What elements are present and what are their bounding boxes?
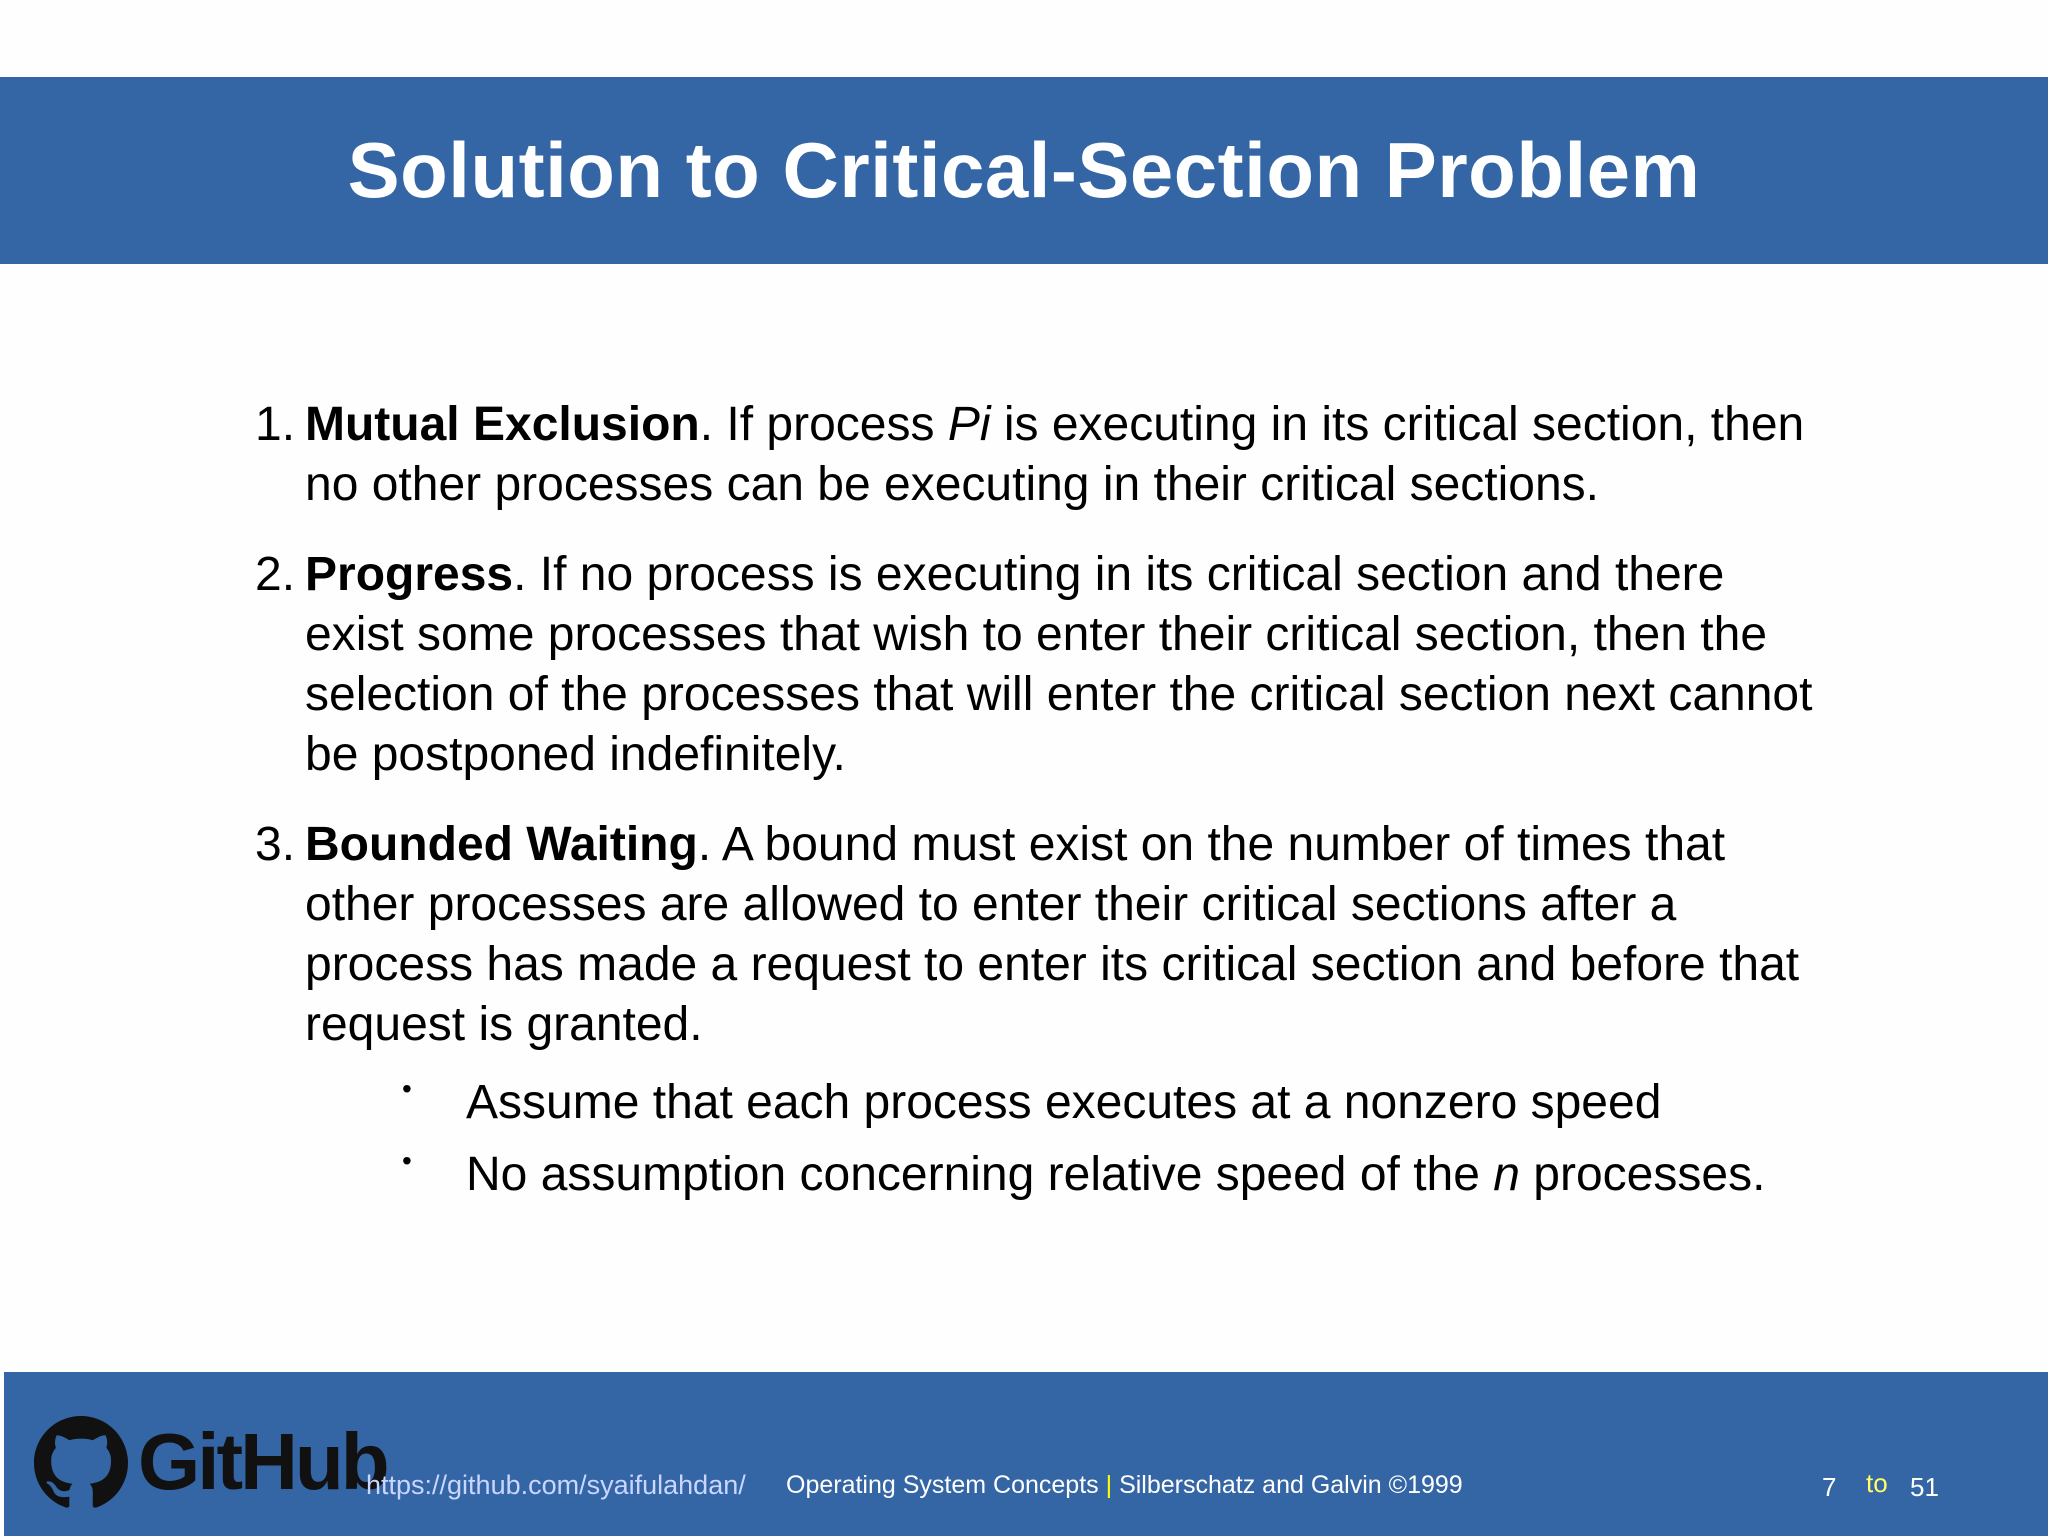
footer-credits (786, 1468, 1463, 1502)
item-emphasis: Pi (947, 398, 991, 451)
sub-item-relative-speed (305, 1139, 1815, 1211)
sub-item-text: No assumption concerning relative speed of the (466, 1148, 1494, 1201)
page-to: to (1866, 1468, 1888, 1498)
sub-item-nonzero-speed (305, 1067, 1815, 1139)
sub-item-text: Assume that each process executes at a nonzero speed (466, 1076, 1662, 1129)
item-number: 1. (255, 398, 296, 451)
list-item-progress (255, 545, 1815, 785)
footer-bar (4, 1372, 2048, 1536)
item-text: . A bound must exist on the number of times that other processes are allowed to enter their critical sections after a process has made a request to enter its critical section and before that request is granted. (305, 818, 1800, 1051)
list-item-mutual-exclusion (255, 395, 1815, 515)
page-current: 7 (1822, 1472, 1837, 1502)
slide-content (255, 395, 1815, 1241)
item-number: 3. (255, 818, 296, 871)
footer-separator: | (1105, 1471, 1113, 1499)
sub-list (305, 1067, 1815, 1211)
item-term: Progress (305, 548, 514, 601)
github-logo-text: GitHub (138, 1417, 387, 1506)
item-text: . If no process is executing in its critical section and there exist some processes that wish to enter their critical section, then the selection of the processes that will enter the critical section next cannot be postponed indefinitely. (305, 548, 1813, 781)
item-text: is executing in its critical section, then no other processes can be executing in their critical sections. (305, 398, 1805, 511)
list-item-bounded-waiting (255, 815, 1815, 1211)
bullet-icon: • (402, 1145, 412, 1176)
footer-book: Operating System Concepts (786, 1471, 1099, 1499)
page-total: 51 (1910, 1472, 1939, 1502)
item-text: . If process (699, 398, 948, 451)
footer-url-link[interactable]: https://github.com/syaifulahdan/ (366, 1470, 746, 1500)
title-bar (0, 77, 2048, 264)
bullet-icon: • (402, 1073, 412, 1104)
item-number: 2. (255, 548, 296, 601)
footer-authors: Silberschatz and Galvin ©1999 (1119, 1471, 1463, 1499)
sub-item-emphasis: n (1493, 1148, 1520, 1201)
item-term: Bounded Waiting (305, 818, 698, 871)
sub-item-text: processes. (1519, 1148, 1766, 1201)
item-term: Mutual Exclusion (305, 398, 700, 451)
slide-title: Solution to Critical-Section Problem (347, 126, 1701, 214)
github-octocat-icon (34, 1416, 128, 1510)
